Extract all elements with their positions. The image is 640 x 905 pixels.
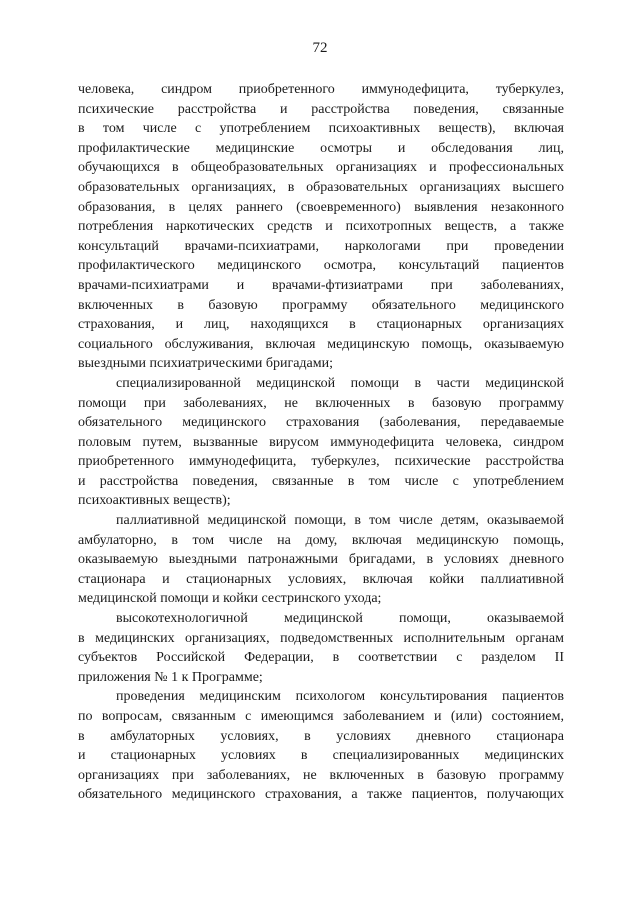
text-line: профилактического медицинского осмотра, консультаций пациентов [78,258,564,274]
text-line: стационара и стационарных условиях, включая койки паллиативной [78,571,564,587]
text-line: психические расстройства и расстройства поведения, связанные [78,101,564,117]
text-line: проведения медицинским психологом консультирования пациентов [116,689,564,705]
text-line: врачами-психиатрами и врачами-фтизиатрами при заболеваниях, [78,277,564,293]
text-line: социального обслуживания, включая медицинскую помощь, оказываемую [78,336,564,352]
text-line: приложения № 1 к Программе; [78,669,263,685]
text-line: в медицинских организациях, подведомственных исполнительным органам [78,630,564,646]
text-line: организациях при заболеваниях, не включенных в базовую программу [78,767,564,783]
text-line: в том числе с употреблением психоактивных веществ), включая [78,121,564,137]
text-line: обязательного медицинского страхования (заболевания, передаваемые [78,415,564,431]
text-line: амбулаторно, в том числе на дому, включая медицинскую помощь, [78,532,564,548]
text-line: в амбулаторных условиях, в условиях дневного стационара [78,728,564,744]
text-line: приобретенного иммунодефицита, туберкулез, психические расстройства [78,454,564,470]
paragraph-4 [78,609,564,687]
text-line: профилактические медицинские осмотры и обследования лиц, [78,140,564,156]
page-number: 72 [312,40,328,56]
text-line: медицинской помощи и койки сестринского ухода; [78,591,382,607]
text-line: психоактивных веществ); [78,493,231,509]
text-line: потребления наркотических средств и психотропных веществ, а также [78,219,564,235]
text-line: страхования, и лиц, находящихся в стационарных организациях [78,317,564,333]
text-line: и расстройства поведения, связанные в том числе с употреблением [78,473,564,489]
text-line: половым путем, вызванные вирусом иммунодефицита человека, синдром [78,434,564,450]
text-line: и стационарных условиях в специализированных медицинских [78,748,564,764]
paragraph-1 [78,80,564,374]
text-line: по вопросам, связанным с имеющимся заболеванием и (или) состоянием, [78,709,564,724]
paragraph-3 [78,511,564,609]
text-line: включенных в базовую программу обязательного медицинского [78,297,564,313]
text-line: образования, в целях раннего (своевременного) выявления незаконного [78,199,564,215]
text-line: обязательного медицинского страхования, а также пациентов, получающих [78,787,564,803]
text-line: обучающихся в общеобразовательных организациях и профессиональных [78,160,564,176]
text-line: субъектов Российской Федерации, в соответствии с разделом II [78,650,564,666]
text-line: выездными психиатрическими бригадами; [78,356,333,372]
text-line: человека, синдром приобретенного иммунодефицита, туберкулез, [78,82,564,97]
text-line: помощи при заболеваниях, не включенных в базовую программу [78,395,564,411]
paragraph-2 [78,374,564,511]
body-text [78,80,564,805]
text-line: паллиативной медицинской помощи, в том числе детям, оказываемой [116,513,564,529]
text-line: высокотехнологичной медицинской помощи, оказываемой [116,611,564,627]
paragraph-5 [78,687,564,805]
text-line: образовательных организациях, в образовательных организациях высшего [78,179,564,195]
text-line: оказываемую выездными патронажными бригадами, в условиях дневного [78,552,564,568]
text-line: консультаций врачами-психиатрами, наркологами при проведении [78,238,564,254]
text-line: специализированной медицинской помощи в части медицинской [116,375,564,391]
